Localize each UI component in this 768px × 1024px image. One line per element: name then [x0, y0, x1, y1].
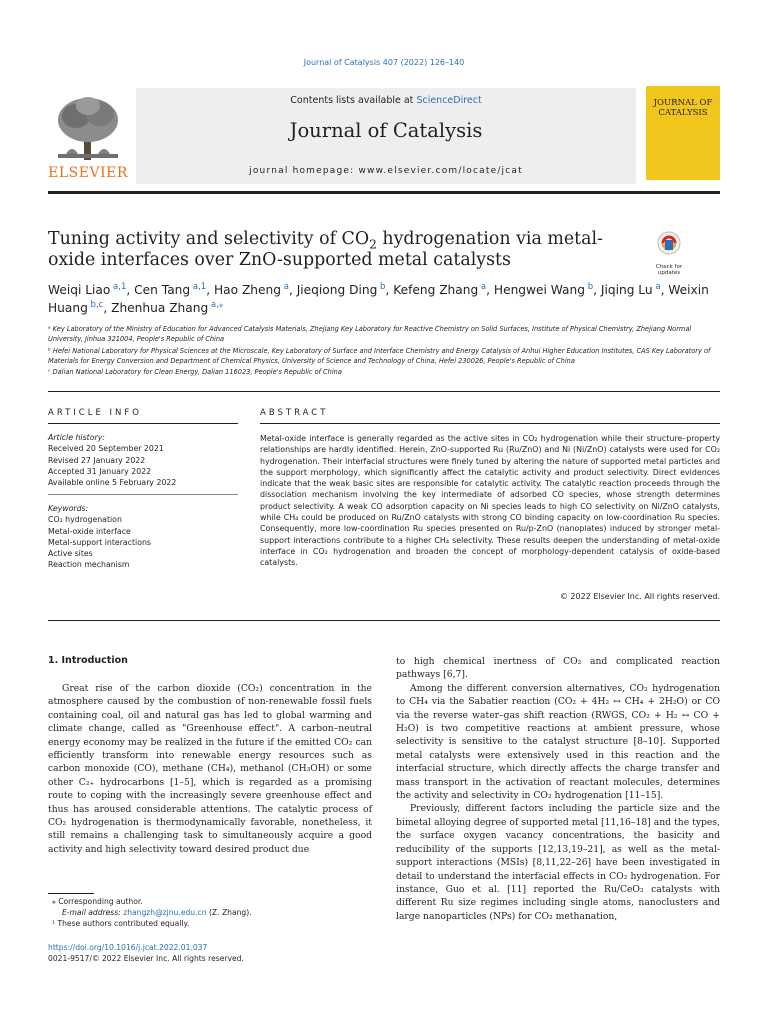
check-updates-icon: [652, 230, 686, 266]
title-part-1: Tuning activity and selectivity of CO: [48, 229, 370, 249]
email-owner: (Z. Zhang).: [208, 908, 252, 917]
author-affiliation-sup[interactable]: a: [280, 281, 289, 292]
abstract-rule: [260, 423, 720, 424]
issn-line: 0021-9517/© 2022 Elsevier Inc. All rights reserved.: [48, 954, 244, 963]
journal-cover-title: [650, 98, 716, 118]
intro-paragraph-3: Among the different conversion alternatives, CO₂ hydrogenation to CH₄ via the Sabatier reaction (CO₂ + 4H₂ ↔ CH₄ + 2H₂O) or CO via the reverse water–gas shift reaction (RWGS, CO₂ + H₂ ↔ CO + H₂O) is two competitive reactions at ambient pressure, whose selectivity is sensitive to the catalyst structure [8–10]. Supported metal catalysts were extensively used in this reaction and the interfacial structure, which directly affects the charge transfer and mass transport in the activation of reactant molecules, determines the activity and selectivity in CO₂ hydrogenation [11–15].: [396, 682, 720, 802]
header-rule: [48, 191, 720, 194]
keywords-rule: [48, 494, 238, 495]
history-revised: Revised 27 January 2022: [48, 455, 146, 465]
keyword-4: Active sites: [48, 549, 93, 559]
author[interactable]: Cen Tang: [134, 283, 191, 297]
author[interactable]: Hao Zheng: [213, 283, 281, 297]
title-subscript: 2: [369, 237, 377, 252]
intro-left-column: [48, 682, 372, 856]
history-received: Received 20 September 2021: [48, 444, 164, 454]
journal-title: Journal of Catalysis: [289, 119, 483, 142]
author-affiliation-sup[interactable]: b: [584, 281, 594, 292]
author-affiliation-sup[interactable]: a: [652, 281, 661, 292]
author-affiliation-sup[interactable]: b,c: [87, 299, 104, 310]
abstract-heading: ABSTRACT: [260, 408, 329, 418]
keyword-5: Reaction mechanism: [48, 560, 130, 570]
intro-paragraph-2-cont: to high chemical inertness of CO₂ and complicated reaction pathways [6,7].: [396, 656, 720, 681]
doi-link[interactable]: https://doi.org/10.1016/j.jcat.2022.01.037: [48, 943, 208, 952]
author[interactable]: Hengwei Wang: [493, 283, 585, 297]
journal-citation[interactable]: Journal of Catalysis 407 (2022) 126–140: [303, 58, 465, 67]
intro-paragraph-1: Great rise of the carbon dioxide (CO₂) concentration in the atmosphere caused by the combustion of non-renewable fossil fuels containing coal, oil and natural gas has led to global warming and climate change, called as "Greenhouse effect". A carbon–neutral energy economy may be realized in the future if the emitted CO₂ can efficiently transform into renewable energy resources such as carbon monoxide (CO), methane (CH₄), methanol (CH₃OH) or some other C₂₊ hydrocarbons [1–5], which is regarded as a promising route to coping with the increasingly severe greenhouse effect and thus has aroused considerable attentions. The catalytic process of CO₂ hydrogenation is thermodynamically favorable, nonetheless, it still remains a challenging task to simultaneously acquire a good activity and high selectivity toward desired product due: [48, 683, 372, 855]
elsevier-wordmark: ELSEVIER: [48, 165, 128, 181]
intro-heading: 1. Introduction: [48, 655, 128, 666]
author[interactable]: Zhenhua Zhang: [111, 301, 209, 315]
footnote-email: [62, 907, 252, 918]
keywords-label: Keywords:: [48, 504, 89, 513]
title-part-2: hydrogenation via metal-oxide interfaces over ZnO-supported metal catalysts: [48, 229, 603, 270]
keywords-block: [48, 503, 238, 571]
author[interactable]: Jieqiong Ding: [296, 283, 378, 297]
abstract-text: Metal-oxide interface is generally regarded as the active sites in CO₂ hydrogenation while their structure–property relationships are hardly identified. Herein, ZnO-supported Ru (Ru/ZnO) and Ni (Ni/ZnO) catalysts were used for CO₂ hydrogenation. Their interfacial structures were finely tuned by altering the nature of supported metal particles and the support morphology, which significantly affect the catalytic activity and product selectivity. Direct evidences indicate that the weak basic sites are responsible for catalytic activity. The catalytic reaction proceeds through the dissociation mechanism involving the key intermediate of adsorbed CO species, whose strength determines product selectivity. A weak CO adsorption capacity on Ni species leads to high CO selectivity on Ni/ZnO catalysts, while CH₄ could be produced on Ru/ZnO catalysts with strong CO binding capacity on low-coordination Ru species. Consequently, more low-coordination Ru species presented on Ru/p-ZnO (nanoplates) induced by stronger metal-support interactions contribute to a higher CH₄ selectivity. These results deepen the understanding of metal-oxide interface in CO₂ hydrogenation and broaden the concept of morphology-dependent catalysis of oxide-based catalysts.: [260, 434, 720, 568]
history-label: Article history:: [48, 433, 105, 442]
affiliation-b: ᵇ Hefei National Laboratory for Physical Sciences at the Microscale, Key Laboratory of Surface and Interface Chemistry and Energy Catalysis of Anhui Higher Education Institutes, CAS Key Laboratory of Materials for Energy Conversion and Department of Chemical Physics, University of Science and Technology of China, Hefei 230026, People's Republic of China: [48, 347, 711, 365]
article-title: [48, 229, 628, 271]
sciencedirect-link[interactable]: ScienceDirect: [416, 95, 482, 106]
history-online: Available online 5 February 2022: [48, 478, 177, 488]
author-affiliation-sup[interactable]: a: [478, 281, 487, 292]
author-affiliation-sup[interactable]: a,1: [190, 281, 207, 292]
intro-right-column: [396, 655, 720, 923]
author[interactable]: Kefeng Zhang: [393, 283, 479, 297]
author-affiliation-sup[interactable]: a,1: [110, 281, 127, 292]
article-info-rule: [48, 423, 238, 424]
history-accepted: Accepted 31 January 2022: [48, 466, 152, 476]
cover-line-1: JOURNAL OF: [653, 98, 713, 108]
footnote-corresponding: ⁎ Corresponding author.: [52, 897, 143, 906]
cover-line-2: CATALYSIS: [658, 108, 708, 118]
contents-line: [136, 95, 636, 106]
abstract-end-rule: [48, 620, 720, 621]
author-list: Weiqi Liao $^{a,1}$, Cen Tang $^{a,1}$, Hao Zheng $^a$, Jieqiong Ding $^b$, Kefeng Zhang $^a$, Hengwei Wang $^b$, Jiqing Lu $^a$, Weixin Huang $^{b,c}$, Zhenhua Zhang $^{a,⁎}$: [48, 281, 709, 315]
keyword-3: Metal-support interactions: [48, 537, 151, 547]
affiliation-c: ᶜ Dalian National Laboratory for Clean Energy, Dalian 116023, People's Republic of China: [48, 368, 342, 376]
email-label: E-mail address:: [62, 908, 121, 917]
email-link[interactable]: zhangzh@zjnu.edu.cn: [123, 908, 207, 917]
author-affiliation-sup[interactable]: a,⁎: [208, 299, 224, 310]
keyword-1: CO₂ hydrogenation: [48, 515, 122, 525]
author[interactable]: Weixin Huang: [48, 283, 709, 315]
contents-prefix: Contents lists available at: [290, 95, 414, 106]
article-info-heading: ARTICLE INFO: [48, 408, 142, 418]
affiliation-rule: [48, 391, 720, 392]
article-info: [48, 432, 238, 488]
footnote-equal-contribution: ¹ These authors contributed equally.: [52, 919, 190, 928]
author[interactable]: Jiqing Lu: [600, 283, 653, 297]
abstract-copyright: © 2022 Elsevier Inc. All rights reserved.: [559, 592, 720, 601]
footnote-rule: [48, 893, 94, 894]
affiliation-a: ᵃ Key Laboratory of the Ministry of Education for Advanced Catalysis Materials, Zhejiang Key Laboratory for Reactive Chemistry on Solid Surfaces, Institute of Physical Chemistry, Zhejiang Normal University, Jinhua 321004, People's Republic of China: [48, 325, 692, 343]
keyword-2: Metal-oxide interface: [48, 526, 131, 536]
check-for-updates-badge[interactable]: [652, 230, 686, 266]
check-updates-label: Check for updates: [655, 264, 683, 276]
author[interactable]: Weiqi Liao: [48, 283, 111, 297]
author-affiliation-sup[interactable]: b: [377, 281, 386, 292]
intro-paragraph-4: Previously, different factors including the particle size and the bimetal alloying degree of supported metal [11,16–18] and the types, the surface oxygen vacancy concentrations, the basicity and reducibility of the supports [12,13,19–21], as well as the metal-support interactions (MSIs) [8,11,22–26] have been investigated in detail to understand the interfacial effects in CO₂ hydrogenation. For instance, Guo et al. [11] reported the Ru/CeO₂ catalysts with different Ru size regimes including single atoms, nanoclusters and large nanoparticles (NPs) for CO₂ methanation,: [396, 803, 720, 922]
journal-homepage[interactable]: journal homepage: www.elsevier.com/locate/jcat: [249, 166, 523, 176]
